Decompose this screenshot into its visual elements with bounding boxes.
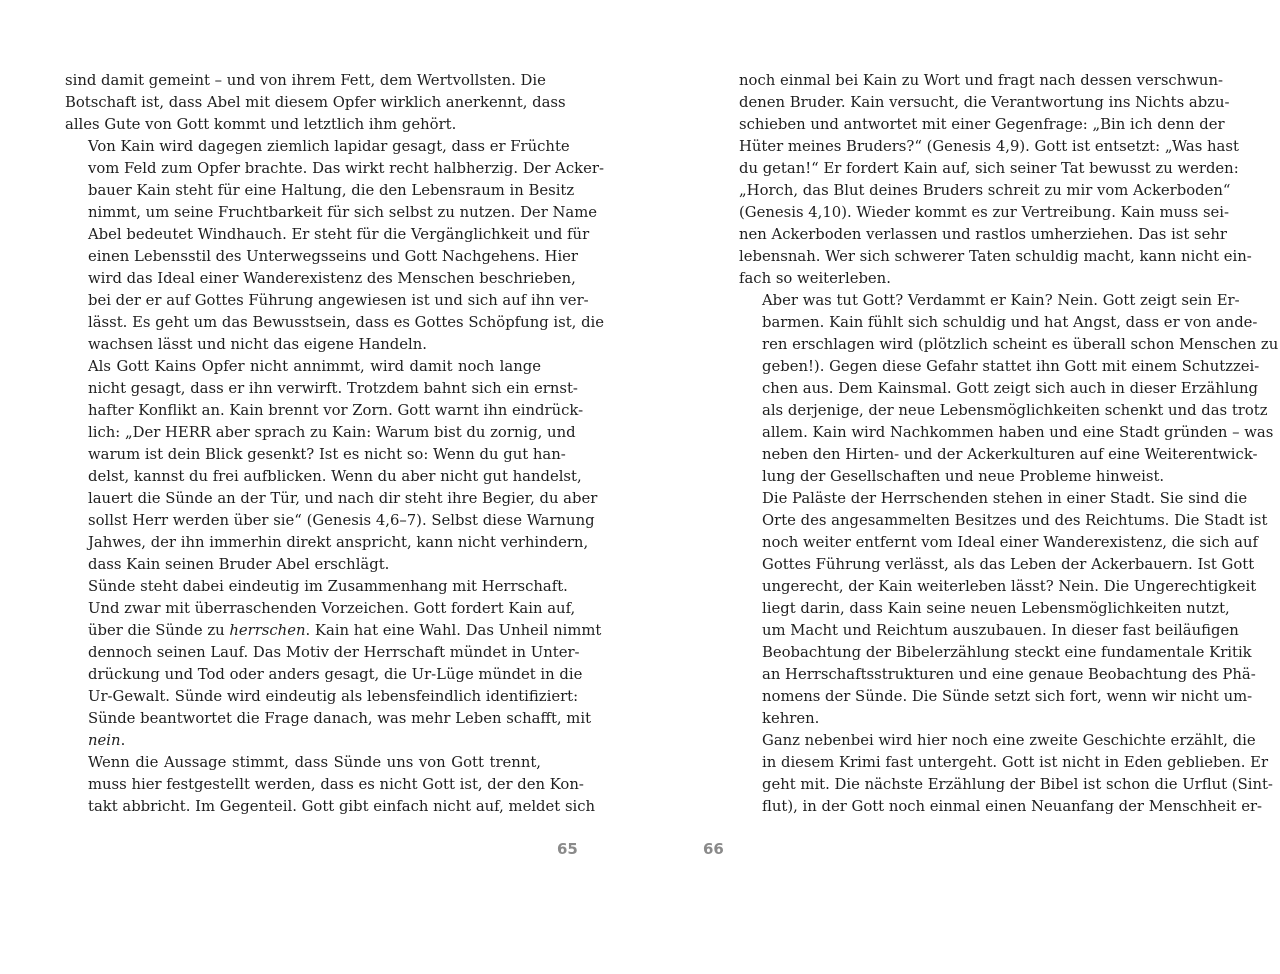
text-line: warum ist dein Blick gesenkt? Ist es nicht so: Wenn du gut han- <box>88 446 566 463</box>
text-line: Die Paläste der Herrschenden stehen in einer Stadt. Sie sind die <box>762 490 1248 507</box>
text-line: nomens der Sünde. Die Sünde setzt sich fort, wenn wir nicht um- <box>762 688 1253 705</box>
text-line: nicht gesagt, dass er ihn verwirft. Trotzdem bahnt sich ein ernst- <box>88 380 578 397</box>
text-line: bei der er auf Gottes Führung angewiesen ist und sich auf ihn ver- <box>88 292 589 309</box>
text-line: geht mit. Die nächste Erzählung der Bibel ist schon die Urflut (Sint- <box>762 776 1273 793</box>
text-line: „Horch, das Blut deines Bruders schreit zu mir vom Ackerboden“ <box>739 182 1231 199</box>
text-line: an Herrschaftsstrukturen und eine genaue Beobachtung des Phä- <box>762 666 1256 683</box>
paragraph <box>739 730 1273 818</box>
text-line: geben!). Gegen diese Gefahr stattet ihn Gott mit einem Schutzzei- <box>762 358 1260 375</box>
text-line: denen Bruder. Kain versucht, die Verantwortung ins Nichts abzu- <box>739 94 1230 111</box>
text-line: flut), in der Gott noch einmal einen Neuanfang der Menschheit er- <box>762 798 1263 815</box>
text-line: muss hier festgestellt werden, dass es nicht Gott ist, der den Kon- <box>88 776 584 793</box>
text-line: Gottes Führung verlässt, als das Leben der Ackerbauern. Ist Gott <box>762 556 1255 573</box>
paragraph <box>739 488 1268 730</box>
text-line: schieben und antwortet mit einer Gegenfrage: „Bin ich denn der <box>739 116 1225 133</box>
text-line: delst, kannst du frei aufblicken. Wenn du aber nicht gut handelst, <box>88 468 582 485</box>
text-line: noch einmal bei Kain zu Wort und fragt nach dessen verschwun- <box>739 72 1223 89</box>
text-line: takt abbricht. Im Gegenteil. Gott gibt einfach nicht auf, meldet sich <box>88 798 596 815</box>
text-line: Beobachtung der Bibelerzählung steckt eine fundamentale Kritik <box>762 644 1252 661</box>
text-line: nen Ackerboden verlassen und rastlos umherziehen. Das ist sehr <box>739 226 1228 243</box>
text-line: chen aus. Dem Kainsmal. Gott zeigt sich auch in dieser Erzählung <box>762 380 1259 397</box>
text-line: drückung und Tod oder anders gesagt, die Ur-Lüge mündet in die <box>88 666 583 683</box>
text-line: lich: „Der HERR aber sprach zu Kain: Warum bist du zornig, und <box>88 424 576 441</box>
left-page-number: 65 <box>557 840 578 858</box>
text-line: nein. <box>88 732 126 749</box>
text-line: Von Kain wird dagegen ziemlich lapidar gesagt, dass er Früchte <box>88 138 570 155</box>
paragraph <box>739 70 1252 290</box>
text-line: lung der Gesellschaften und neue Probleme hinweist. <box>762 468 1165 485</box>
text-line: Und zwar mit überraschenden Vorzeichen. Gott fordert Kain auf, <box>88 600 576 617</box>
text-line: in diesem Krimi fast untergeht. Gott ist nicht in Eden geblieben. Er <box>762 754 1269 771</box>
text-line: wachsen lässt und nicht das eigene Handeln. <box>88 336 427 353</box>
text-line: lebensnah. Wer sich schwerer Taten schuldig macht, kann nicht ein- <box>739 248 1252 265</box>
text-line: Jahwes, der ihn immerhin direkt anspricht, kann nicht verhindern, <box>88 534 589 551</box>
text-line: dass Kain seinen Bruder Abel erschlägt. <box>88 556 390 573</box>
text-line: du getan!“ Er fordert Kain auf, sich seiner Tat bewusst zu werden: <box>739 160 1239 177</box>
paragraph <box>739 290 1279 488</box>
text-line: neben den Hirten- und der Ackerkulturen auf eine Weiterentwick- <box>762 446 1258 463</box>
text-line: Ganz nebenbei wird hier noch eine zweite Geschichte erzählt, die <box>762 732 1256 749</box>
text-line: lässt. Es geht um das Bewusstsein, dass es Gottes Schöpfung ist, die <box>88 314 605 331</box>
text-line: fach so weiterleben. <box>739 270 891 287</box>
text-line: Sünde beantwortet die Frage danach, was mehr Leben schafft, mit <box>88 710 592 727</box>
text-line: hafter Konflikt an. Kain brennt vor Zorn. Gott warnt ihn eindrück- <box>88 402 584 419</box>
paragraph <box>65 576 602 752</box>
text-line: Orte des angesammelten Besitzes und des Reichtums. Die Stadt ist <box>762 512 1268 529</box>
text-line: wird das Ideal einer Wanderexistenz des Menschen beschrieben, <box>88 270 576 287</box>
text-line: (Genesis 4,10). Wieder kommt es zur Vertreibung. Kain muss sei- <box>739 204 1230 221</box>
right-page-body <box>739 70 1279 818</box>
text-line: alles Gute von Gott kommt und letztlich ihm gehört. <box>65 116 457 133</box>
paragraph <box>65 752 596 818</box>
text-line: noch weiter entfernt vom Ideal einer Wanderexistenz, die sich auf <box>762 534 1258 551</box>
text-line: Botschaft ist, dass Abel mit diesem Opfer wirklich anerkennt, dass <box>65 94 566 111</box>
text-line: Hüter meines Bruders?“ (Genesis 4,9). Gott ist entsetzt: „Was hast <box>739 138 1239 155</box>
text-line: Wenn die Aussage stimmt, dass Sünde uns von Gott trennt, <box>88 754 541 771</box>
text-line: kehren. <box>762 710 820 727</box>
text-line: sollst Herr werden über sie“ (Genesis 4,6–7). Selbst diese Warnung <box>88 512 595 529</box>
text-line: lauert die Sünde an der Tür, und nach dir steht ihre Begier, du aber <box>88 490 598 507</box>
text-line: als derjenige, der neue Lebensmöglichkeiten schenkt und das trotz <box>762 402 1268 419</box>
paragraph <box>65 356 598 576</box>
paragraph <box>65 136 605 356</box>
text-line: nimmt, um seine Fruchtbarkeit für sich selbst zu nutzen. Der Name <box>88 204 598 221</box>
text-line: vom Feld zum Opfer brachte. Das wirkt recht halbherzig. Der Acker- <box>88 160 604 177</box>
left-page-body <box>65 70 605 818</box>
text-line: liegt darin, dass Kain seine neuen Lebensmöglichkeiten nutzt, <box>762 600 1230 617</box>
text-line: einen Lebensstil des Unterwegsseins und Gott Nachgehens. Hier <box>88 248 579 265</box>
text-line: Als Gott Kains Opfer nicht annimmt, wird damit noch lange <box>88 358 541 375</box>
text-line: Abel bedeutet Windhauch. Er steht für die Vergänglichkeit und für <box>88 226 590 243</box>
text-line: Sünde steht dabei eindeutig im Zusammenhang mit Herrschaft. <box>88 578 568 595</box>
text-line: bauer Kain steht für eine Haltung, die den Lebensraum in Besitz <box>88 182 575 199</box>
text-line: barmen. Kain fühlt sich schuldig und hat Angst, dass er von ande- <box>762 314 1258 331</box>
paragraph <box>65 70 566 136</box>
text-line: Ur-Gewalt. Sünde wird eindeutig als lebensfeindlich identifiziert: <box>88 688 579 705</box>
right-page-number: 66 <box>703 840 724 858</box>
text-line: über die Sünde zu herrschen. Kain hat eine Wahl. Das Unheil nimmt <box>88 622 602 639</box>
text-line: ren erschlagen wird (plötzlich scheint es überall schon Menschen zu <box>762 336 1279 353</box>
text-line: allem. Kain wird Nachkommen haben und eine Stadt gründen – was <box>762 424 1274 441</box>
text-line: sind damit gemeint – und von ihrem Fett, dem Wertvollsten. Die <box>65 72 546 89</box>
text-line: Aber was tut Gott? Verdammt er Kain? Nein. Gott zeigt sein Er- <box>762 292 1240 309</box>
text-line: dennoch seinen Lauf. Das Motiv der Herrschaft mündet in Unter- <box>88 644 580 661</box>
text-line: um Macht und Reichtum auszubauen. In dieser fast beiläufigen <box>762 622 1239 639</box>
text-line: ungerecht, der Kain weiterleben lässt? Nein. Die Ungerechtigkeit <box>762 578 1257 595</box>
